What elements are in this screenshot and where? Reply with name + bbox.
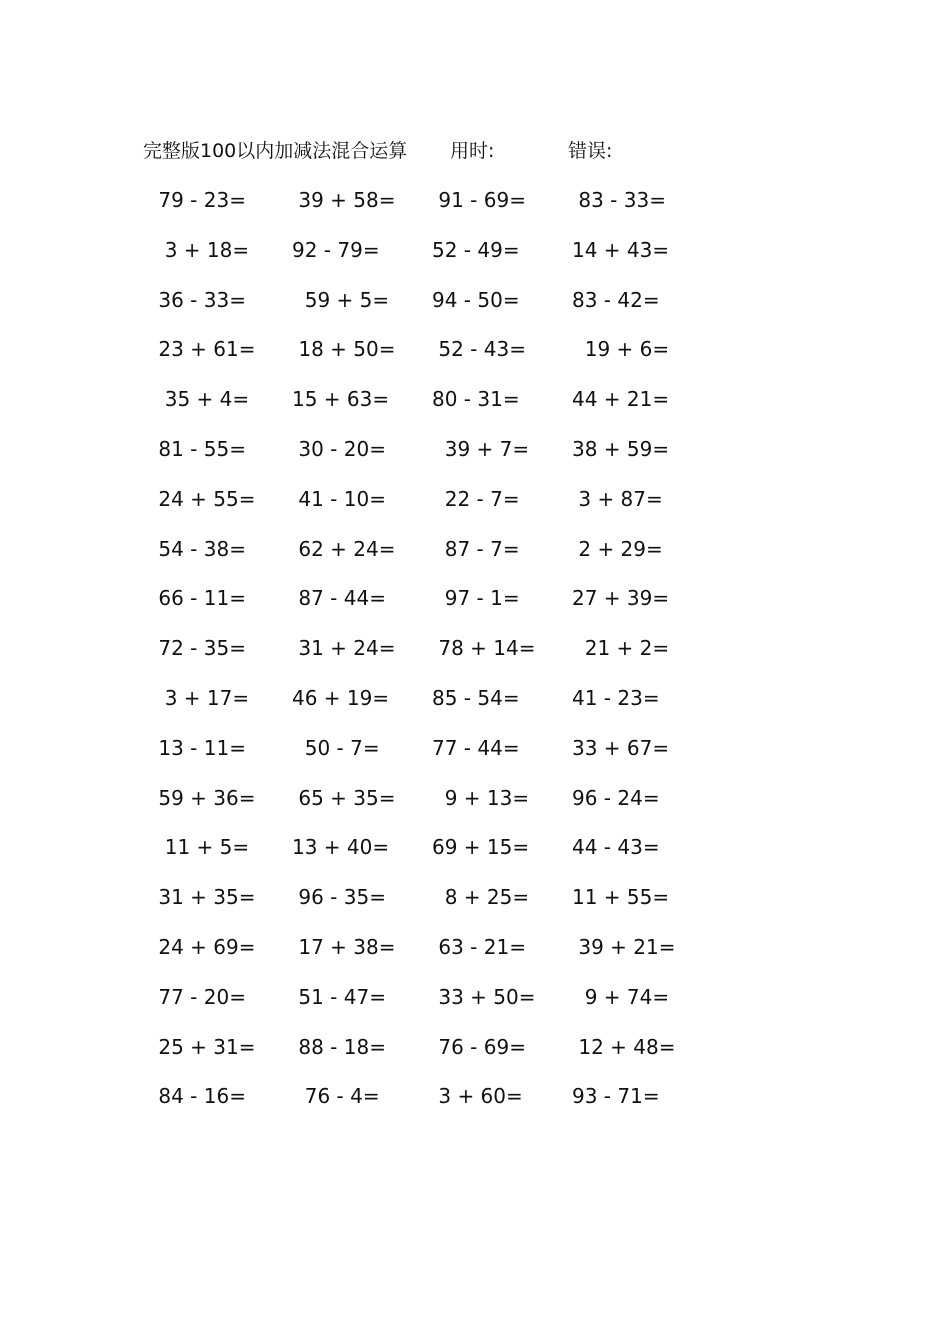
math-problem: 87 - 7= — [432, 536, 520, 561]
math-problem: 3 + 18= — [152, 237, 250, 262]
math-problem: 79 - 23= — [152, 188, 246, 212]
math-problem: 22 - 7= — [432, 486, 520, 511]
math-problem: 44 + 21= — [572, 387, 670, 412]
math-problem: 83 - 42= — [572, 287, 660, 312]
math-problem: 9 + 13= — [432, 785, 530, 810]
problem-row — [152, 286, 712, 336]
math-problem: 59 + 36= — [152, 785, 256, 810]
math-problem: 59 + 5= — [292, 287, 390, 312]
math-problem: 77 - 44= — [432, 735, 520, 760]
math-problem: 50 - 7= — [292, 735, 380, 760]
math-problem: 38 + 59= — [572, 436, 670, 461]
math-problem: 2 + 29= — [572, 536, 663, 561]
problem-row — [152, 933, 712, 983]
math-problem: 87 - 44= — [292, 586, 386, 611]
math-problem: 18 + 50= — [292, 337, 396, 362]
math-problem: 62 + 24= — [292, 536, 396, 561]
problem-row — [152, 883, 712, 933]
math-problem: 33 + 67= — [572, 735, 670, 760]
math-problem: 52 - 49= — [432, 237, 520, 262]
math-problem: 51 - 47= — [292, 984, 386, 1009]
math-problem: 63 - 21= — [432, 934, 526, 959]
math-problem: 14 + 43= — [572, 237, 670, 262]
error-label: 错误: — [568, 140, 613, 162]
worksheet-title: 完整版100以内加减法混合运算 — [143, 140, 408, 162]
math-problem: 94 - 50= — [432, 287, 520, 312]
math-problem: 15 + 63= — [292, 387, 390, 412]
math-problem: 72 - 35= — [152, 636, 246, 661]
math-problem: 8 + 25= — [432, 885, 530, 910]
math-problem: 39 + 58= — [292, 188, 396, 212]
problem-row — [152, 485, 712, 535]
problem-row — [152, 385, 712, 435]
math-problem: 96 - 24= — [572, 785, 660, 810]
problem-row — [152, 684, 712, 734]
problem-row — [152, 236, 712, 286]
math-problem: 24 + 69= — [152, 934, 256, 959]
math-problem: 77 - 20= — [152, 984, 246, 1009]
math-problem: 69 + 15= — [432, 835, 530, 860]
time-label: 用时: — [450, 140, 495, 162]
math-problem: 46 + 19= — [292, 685, 390, 710]
math-problem: 54 - 38= — [152, 536, 246, 561]
math-problem: 31 + 35= — [152, 885, 256, 910]
problem-row — [152, 734, 712, 784]
math-problem: 19 + 6= — [572, 337, 670, 362]
math-problem: 9 + 74= — [572, 984, 670, 1009]
math-problem: 97 - 1= — [432, 586, 520, 611]
math-problem: 76 - 4= — [292, 1084, 380, 1109]
math-problem: 91 - 69= — [432, 188, 526, 212]
math-problem: 92 - 79= — [292, 237, 380, 262]
math-problem: 30 - 20= — [292, 436, 386, 461]
problem-row — [152, 186, 712, 236]
problem-row — [152, 983, 712, 1033]
math-problem: 65 + 35= — [292, 785, 396, 810]
math-problem: 3 + 17= — [152, 685, 250, 710]
math-problem: 96 - 35= — [292, 885, 386, 910]
math-problem: 88 - 18= — [292, 1034, 386, 1059]
math-problem: 83 - 33= — [572, 188, 666, 212]
math-problem: 66 - 11= — [152, 586, 246, 611]
math-problem: 13 + 40= — [292, 835, 390, 860]
math-problem: 35 + 4= — [152, 387, 250, 412]
math-problem: 44 - 43= — [572, 835, 660, 860]
problem-row — [152, 435, 712, 485]
problem-grid — [152, 186, 712, 1132]
math-problem: 21 + 2= — [572, 636, 670, 661]
math-problem: 39 + 21= — [572, 934, 676, 959]
problem-row — [152, 833, 712, 883]
math-problem: 93 - 71= — [572, 1084, 660, 1109]
math-problem: 52 - 43= — [432, 337, 526, 362]
math-problem: 41 - 23= — [572, 685, 660, 710]
math-problem: 33 + 50= — [432, 984, 536, 1009]
math-problem: 12 + 48= — [572, 1034, 676, 1059]
math-problem: 11 + 5= — [152, 835, 250, 860]
math-problem: 81 - 55= — [152, 436, 246, 461]
problem-row — [152, 634, 712, 684]
problem-row — [152, 335, 712, 385]
math-problem: 76 - 69= — [432, 1034, 526, 1059]
math-problem: 39 + 7= — [432, 436, 530, 461]
math-problem: 78 + 14= — [432, 636, 536, 661]
math-problem: 36 - 33= — [152, 287, 246, 312]
math-problem: 3 + 87= — [572, 486, 663, 511]
math-problem: 84 - 16= — [152, 1084, 246, 1109]
problem-row — [152, 1082, 712, 1132]
math-problem: 24 + 55= — [152, 486, 256, 511]
math-problem: 13 - 11= — [152, 735, 246, 760]
worksheet-header — [143, 137, 703, 165]
problem-row — [152, 535, 712, 585]
math-problem: 80 - 31= — [432, 387, 520, 412]
problem-row — [152, 1033, 712, 1083]
math-problem: 11 + 55= — [572, 885, 670, 910]
math-problem: 23 + 61= — [152, 337, 256, 362]
math-problem: 3 + 60= — [432, 1084, 523, 1109]
problem-row — [152, 584, 712, 634]
math-problem: 25 + 31= — [152, 1034, 256, 1059]
problem-row — [152, 784, 712, 834]
math-problem: 41 - 10= — [292, 486, 386, 511]
math-problem: 31 + 24= — [292, 636, 396, 661]
math-problem: 27 + 39= — [572, 586, 670, 611]
math-problem: 17 + 38= — [292, 934, 396, 959]
math-problem: 85 - 54= — [432, 685, 520, 710]
